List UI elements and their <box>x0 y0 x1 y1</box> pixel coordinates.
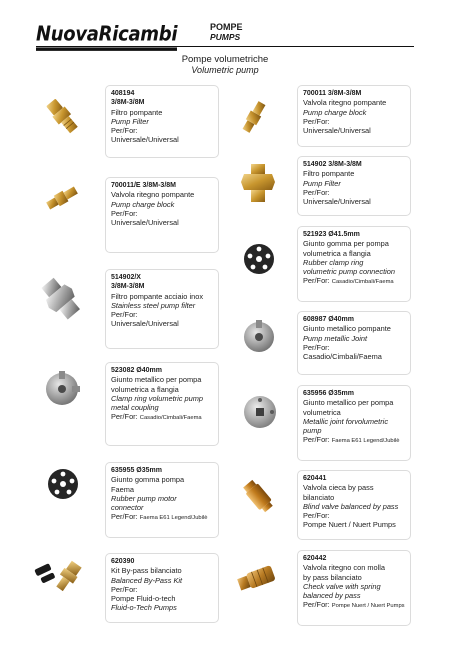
header-rule <box>36 46 414 47</box>
product-desc-it: Kit By-pass bilanciato <box>111 566 182 576</box>
product-for-label: Per/For: <box>111 310 138 320</box>
product-desc-en-1: Check valve with spring <box>303 581 381 591</box>
product-card-514902[interactable] <box>297 156 411 216</box>
section-title-it: Pompe volumetriche <box>181 54 269 65</box>
product-for-value: Universale/Universal <box>111 135 179 145</box>
product-code: 635956 Ø35mm <box>303 390 354 397</box>
product-desc-en-2: volumetric pump connection <box>303 267 396 277</box>
product-desc-en: Pump charge block <box>111 199 175 209</box>
product-desc-en: Pump Filter <box>303 178 341 188</box>
product-code: 635955 Ø35mm <box>111 467 162 474</box>
metal-disc-joint-icon <box>240 392 280 432</box>
product-thread: 3/8M-3/8M <box>111 283 145 291</box>
brand-part-1: Nuova <box>36 22 99 47</box>
category-en: PUMPS <box>210 32 241 42</box>
product-for-value: Faema E61 Legend/Jubilè <box>139 515 208 522</box>
product-code: 523082 Ø40mm <box>111 367 162 374</box>
product-desc-en-2: balanced by pass <box>303 591 361 601</box>
product-desc-en-2: pump <box>303 426 322 436</box>
rubber-coupling-icon <box>44 465 82 503</box>
product-for-label: Per/For: <box>111 208 138 218</box>
product-desc-en: Pump Filter <box>111 116 149 126</box>
section-title-en: Volumetric pump <box>191 65 259 75</box>
product-card-620442[interactable] <box>297 550 411 626</box>
product-desc-it-2: volumetrica <box>303 407 341 417</box>
product-card-620441[interactable] <box>297 470 411 540</box>
product-desc-it-2: by pass bilanciato <box>303 572 362 582</box>
steel-filter-fitting-icon <box>38 276 84 322</box>
product-desc-en-1: Rubber clamp ring <box>303 257 364 267</box>
product-desc-it-2: bilanciato <box>303 492 335 502</box>
product-desc-it: Filtro pompante acciaio inox <box>111 291 204 301</box>
product-for-label: Per/For: <box>303 435 330 445</box>
product-code: 700011/E 3/8M-3/8M <box>111 182 176 189</box>
product-for-value: Universale/Universal <box>111 218 179 228</box>
product-desc-it: Valvola ritegno pompante <box>303 98 387 108</box>
product-for-value: Casadio/Cimbali/Faema <box>303 352 382 362</box>
product-for-value: Casadio/Cimbali/Faema <box>139 415 202 422</box>
product-code: 700011 3/8M-3/8M <box>303 90 362 97</box>
metal-pump-joint-icon <box>240 318 278 356</box>
product-card-523082[interactable] <box>105 362 219 446</box>
product-code: 514902/X <box>111 274 141 281</box>
product-desc-it-1: Giunto gomma pompa <box>111 475 185 485</box>
product-for-value: Universale/Universal <box>111 319 179 329</box>
product-for-label: Per/For: <box>111 126 138 136</box>
product-code: 408194 <box>111 90 135 97</box>
product-desc-en-1: Rubber pump motor <box>111 493 177 503</box>
product-desc-it-1: Giunto metallico per pompa <box>303 398 394 408</box>
brand-part-2: Ricambi <box>98 22 178 47</box>
bypass-kit-icon <box>32 558 90 598</box>
product-desc-it: Valvola ritegno pompante <box>111 190 195 200</box>
product-card-635955[interactable] <box>105 462 219 538</box>
section-title <box>0 54 450 76</box>
product-desc-it-1: Valvola cieca by pass <box>303 483 374 493</box>
brass-check-valve-icon <box>42 180 82 216</box>
product-for-value: Pompe Nuert / Nuert Pumps <box>331 603 405 610</box>
product-for-value-en: Fluid-o-Tech Pumps <box>111 603 177 613</box>
product-card-635956[interactable] <box>297 385 411 461</box>
product-code: 608987 Ø40mm <box>303 316 354 323</box>
product-desc-it-1: Valvola ritegno con molla <box>303 563 386 573</box>
category-it: POMPE <box>210 22 243 32</box>
product-code: 620390 <box>111 558 135 565</box>
product-desc-en: Blind valve balanced by pass <box>303 501 399 511</box>
product-card-700011e[interactable] <box>105 177 219 253</box>
product-desc-it-2: volumetrica a flangia <box>303 248 371 258</box>
product-desc-en-1: Metallic joint forvolumetric <box>303 416 389 426</box>
product-desc-en: Balanced By-Pass Kit <box>111 575 183 585</box>
product-desc-en: Pump charge block <box>303 107 367 117</box>
product-desc-en-1: Clamp ring volumetric pump <box>111 393 204 403</box>
product-for-value: Faema E61 Legend/Jubilè <box>331 438 400 445</box>
product-for-label: Per/For: <box>303 342 330 352</box>
product-code: 620441 <box>303 475 327 482</box>
product-card-521923[interactable] <box>297 226 411 302</box>
product-desc-it-2: volumetrica a flangia <box>111 384 179 394</box>
product-for-label: Per/For: <box>303 600 330 610</box>
product-card-408194[interactable] <box>105 85 219 158</box>
product-desc-it: Filtro pompante <box>111 107 163 117</box>
product-thread: 3/8M-3/8M <box>111 99 145 107</box>
product-desc-it-1: Giunto metallico per pompa <box>111 375 202 385</box>
product-for-value: Pompe Nuert / Nuert Pumps <box>303 520 396 530</box>
product-desc-en-2: metal coupling <box>111 403 159 413</box>
brass-filter-fitting-icon <box>42 96 84 138</box>
brass-check-valve-icon <box>236 100 272 134</box>
product-for-value: Casadio/Cimbali/Faema <box>331 279 394 286</box>
product-desc-it-2: Faema <box>111 484 135 494</box>
product-for-label: Per/For: <box>111 512 138 522</box>
product-for-label: Per/For: <box>303 187 330 197</box>
metal-flange-coupling-icon <box>42 369 82 409</box>
product-code: 521923 Ø41.5mm <box>303 231 360 238</box>
product-code: 514902 3/8M-3/8M <box>303 161 362 168</box>
product-desc-it: Filtro pompante <box>303 169 355 179</box>
product-desc-it: Giunto metallico pompante <box>303 324 391 334</box>
product-code: 620442 <box>303 555 327 562</box>
blind-valve-icon <box>238 476 278 516</box>
product-card-700011[interactable] <box>297 85 411 147</box>
product-desc-en-2: connector <box>111 503 144 513</box>
product-desc-it-1: Giunto gomma per pompa <box>303 239 389 249</box>
product-for-value: Pompe Fluid-o-tech <box>111 594 176 604</box>
product-card-608987[interactable] <box>297 311 411 375</box>
rubber-clamp-ring-icon <box>240 240 278 278</box>
product-for-value: Universale/Universal <box>303 197 371 207</box>
product-for-label: Per/For: <box>111 412 138 422</box>
product-card-514902x[interactable] <box>105 269 219 349</box>
product-for-value: Universale/Universal <box>303 126 371 136</box>
product-desc-en: Stainless steel pump filter <box>111 300 196 310</box>
product-for-label: Per/For: <box>303 116 330 126</box>
brass-filter-fitting-icon <box>238 162 278 206</box>
category-header <box>210 22 243 42</box>
product-for-label: Per/For: <box>111 584 138 594</box>
product-for-label: Per/For: <box>303 276 330 286</box>
product-for-label: Per/For: <box>303 511 330 521</box>
spring-check-valve-icon <box>234 560 282 596</box>
product-desc-en: Pump metallic Joint <box>303 333 368 343</box>
product-card-620390[interactable] <box>105 553 219 623</box>
